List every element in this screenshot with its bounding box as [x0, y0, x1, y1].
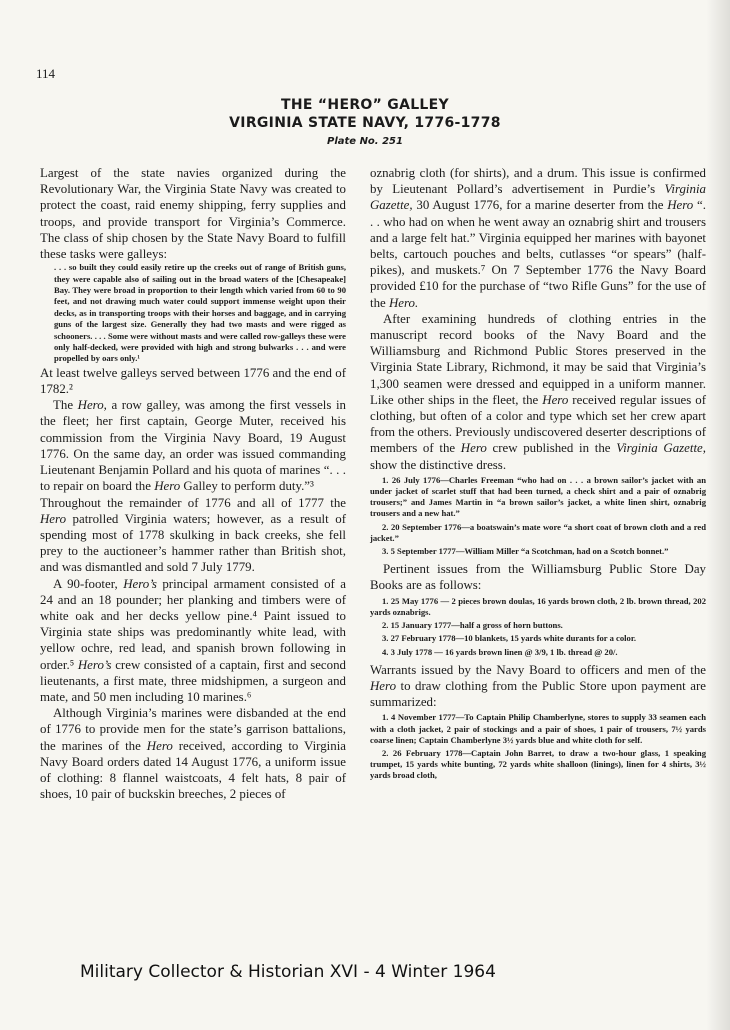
paragraph: Largest of the state navies organized during the Revolutionary War, the Virginia State Navy was created to protect the coast, raid enemy shipping, ferry supplies and troops, and provide transport for Virginia’s Commerce. The class of ship chosen by the State Navy Board to fulfill these tasks were galleys:	[40, 166, 346, 262]
article-title: THE “HERO” GALLEY	[281, 97, 449, 113]
list-item: 1. 26 July 1776—Charles Freeman “who had on . . . a brown sailor’s jacket with an under jacket of scarlet stuff that had been turned, a check shirt and a pair of oznabrig trousers;” and James Martin in “a brown sailor’s jacket, a white linen shirt, oznabrig trousers and a new hat.”	[370, 474, 706, 519]
paragraph: Warrants issued by the Navy Board to officers and men of the Hero to draw clothing from the Public Store upon payment are summarized:	[370, 662, 706, 710]
list-item: 2. 26 February 1778—Captain John Barret, to draw a two-hour glass, 1 speaking trumpet, 15 yards white bunting, 72 yards white shalloon (linings), linen for 4 shirts, 3½ yards broad cloth,	[370, 747, 706, 781]
paragraph: Although Virginia’s marines were disbanded at the end of 1776 to provide men for the state’s garrison battalions, the marines of the Hero received, according to Virginia Navy Board orders dated 14 August 1776, a uniform issue of clothing: 8 flannel waistcoats, 4 felt hats, 8 pair of shoes, 10 pair of buckskin breeches, 2 pieces of	[40, 706, 346, 802]
article-header	[0, 96, 730, 150]
article-subtitle: VIRGINIA STATE NAVY, 1776-1778	[229, 115, 501, 131]
paragraph: A 90-footer, Hero’s principal armament consisted of a 24 and an 18 pounder; her planking and timbers were of white oak and her decks yellow pine.⁴ Paint issued to Virginia state ships was predominantly white lead, with yellow ochre, red lead, and spanish brown following in order.⁵ Hero’s crew consisted of a captain, first and second lieutenants, a first mate, three midshipmen, a surgeon and mate, and 50 men including 10 marines.⁶	[40, 576, 346, 704]
paragraph: The Hero, a row galley, was among the first vessels in the fleet; her first captain, George Muter, received his commission from the Virginia Navy Board, 19 August 1776. On the same day, an order was issued commanding Lieutenant Benjamin Pollard and his quota of marines “. . . to repair on board the Hero Galley to perform duty.”³	[40, 398, 346, 494]
list-item: 1. 4 November 1777—To Captain Philip Chamberlyne, stores to supply 33 seamen each with a cloth jacket, 2 pair of stockings and a pair of shoes, 1 pair of trousers, 7½ yards coarse linen; Captain Chamberlyne 3½ yards blue and white cloth for self.	[370, 712, 706, 745]
paragraph: Pertinent issues from the Williamsburg Public Store Day Books are as follows:	[370, 562, 706, 593]
list-item: 2. 15 January 1777—half a gross of horn buttons.	[382, 620, 563, 631]
issue-list	[370, 596, 706, 658]
left-column	[40, 165, 346, 802]
list-item: 1. 25 May 1776 — 2 pieces brown doulas, 16 yards brown cloth, 2 lb. brown thread, 202 yards oznabrigs.	[370, 595, 706, 617]
list-item: 4. 3 July 1778 — 16 yards brown linen @ 3/9, 1 lb. thread @ 20/.	[382, 646, 618, 657]
paragraph: At least twelve galleys served between 1776 and the end of 1782.²	[40, 365, 346, 397]
page-number: 114	[36, 66, 56, 81]
list-item: 2. 20 September 1776—a boatswain’s mate wore “a short coat of brown cloth and a red jacket.”	[370, 521, 706, 543]
paragraph: After examining hundreds of clothing entries in the manuscript record books of the Navy Board and the Williamsburg and Richmond Public Stores preserved in the Virginia State Library, Richmond, it may be said that Virginia’s 1,300 seamen were dressed and equipped in a uniform manner. Like other ships in the fleet, the Hero received regular issues of clothing, but often of a color and type which set her crew apart from the others. Previously undiscovered deserter descriptions of members of the Hero crew published in the Virginia Gazette, show the distinctive dress.	[370, 311, 707, 472]
deserter-list	[370, 475, 706, 557]
plate-number: Plate No. 251	[327, 136, 403, 147]
paragraph: Throughout the remainder of 1776 and all of 1777 the Hero patrolled Virginia waters; however, as a result of spending most of 1778 skulking in back creeks, she fell prey to the auctioneer’s hammer rather than British shot, and was dismantled and sold 7 July 1779.	[40, 495, 346, 575]
paragraph: oznabrig cloth (for shirts), and a drum. This issue is confirmed by Lieutenant Pollard’s advertisement in Purdie’s Virginia Gazette, 30 August 1776, for a marine deserter from the Hero “. . . who had on when he went away an oznabrig shirt and trousers and a large felt hat.” Virginia equipped her marines with bayonet belts, cartouch pouches and belts, cutlasses “or spears” (half-pikes), and muskets.⁷ On 7 September 1776 the Navy Board provided £10 for the purchase of “two Rifle Guns” for the use of the Hero.	[370, 166, 706, 310]
right-column	[370, 165, 706, 786]
warrant-list	[370, 712, 706, 781]
page-edge-shadow	[706, 0, 730, 1030]
block-quote: . . . so built they could easily retire up the creeks out of range of British guns, they were capable also of sailing out in the broad waters of the [Chesapeake] Bay. They were broad in proportion to their length which varied from 60 to 90 feet, and not drawing much water could support immense weight upon their decks, as in transporting troops with their horses and baggage, and in carrying guns of the largest size. Generally they had two masts and were rigged as schooners. . . . Some were without masts and were called row-galleys these were only half-decked, were provided with high and strong bulwarks . . . and were propelled by oars only.¹	[54, 262, 346, 364]
list-item: 3. 27 February 1778—10 blankets, 15 yards white durants for a color.	[382, 633, 636, 644]
journal-footer: Military Collector & Historian XVI - 4 Winter 1964	[80, 962, 496, 982]
list-item: 3. 5 September 1777—William Miller “a Scotchman, had on a Scotch bonnet.”	[382, 546, 669, 557]
